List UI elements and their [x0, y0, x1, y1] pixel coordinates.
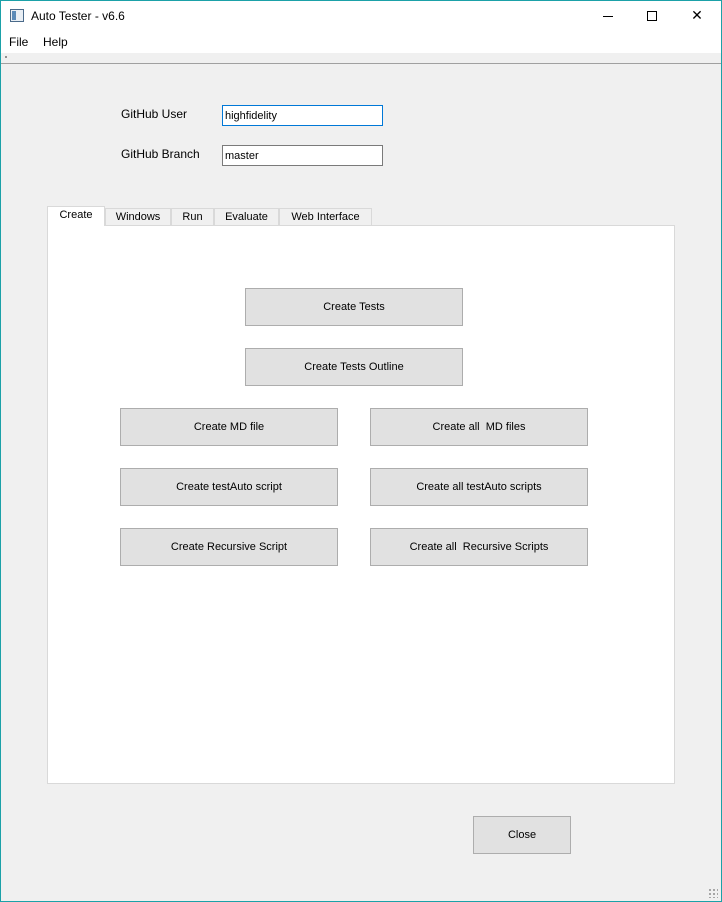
- menu-help[interactable]: Help: [43, 35, 68, 49]
- create-tab-panel: [47, 225, 675, 784]
- menu-file[interactable]: File: [9, 35, 29, 49]
- tab-run[interactable]: Run: [171, 208, 214, 226]
- close-icon: ✕: [691, 8, 703, 24]
- app-icon: [10, 9, 24, 22]
- github-user-input[interactable]: [222, 105, 383, 126]
- tab-windows[interactable]: Windows: [105, 208, 171, 226]
- github-branch-input[interactable]: [222, 145, 383, 166]
- tab-evaluate[interactable]: Evaluate: [214, 208, 279, 226]
- tab-create[interactable]: Create: [47, 206, 105, 226]
- window-close-button[interactable]: [674, 1, 720, 31]
- window-title: Auto Tester - v6.6: [31, 9, 125, 23]
- maximize-icon: [647, 11, 657, 21]
- close-button[interactable]: Close: [473, 816, 571, 854]
- maximize-button[interactable]: [629, 1, 675, 31]
- create-recursive-script-button[interactable]: Create Recursive Script: [120, 528, 338, 566]
- github-branch-label: GitHub Branch: [121, 147, 200, 161]
- title-bar[interactable]: [1, 1, 721, 31]
- minimize-button[interactable]: [585, 1, 631, 31]
- create-testauto-script-button[interactable]: Create testAuto script: [120, 468, 338, 506]
- menu-bar: [1, 31, 721, 53]
- create-md-file-button[interactable]: Create MD file: [120, 408, 338, 446]
- minimize-icon: [603, 16, 613, 17]
- tab-web-interface[interactable]: Web Interface: [279, 208, 372, 226]
- toolbar-grip-icon[interactable]: [5, 56, 7, 58]
- create-all-testauto-scripts-button[interactable]: Create all testAuto scripts: [370, 468, 588, 506]
- create-tests-button[interactable]: Create Tests: [245, 288, 463, 326]
- create-all-recursive-scripts-button[interactable]: Create all Recursive Scripts: [370, 528, 588, 566]
- create-tests-outline-button[interactable]: Create Tests Outline: [245, 348, 463, 386]
- create-all-md-files-button[interactable]: Create all MD files: [370, 408, 588, 446]
- resize-grip-icon[interactable]: [708, 888, 718, 898]
- toolbar-strip: [1, 53, 721, 64]
- github-user-label: GitHub User: [121, 107, 188, 121]
